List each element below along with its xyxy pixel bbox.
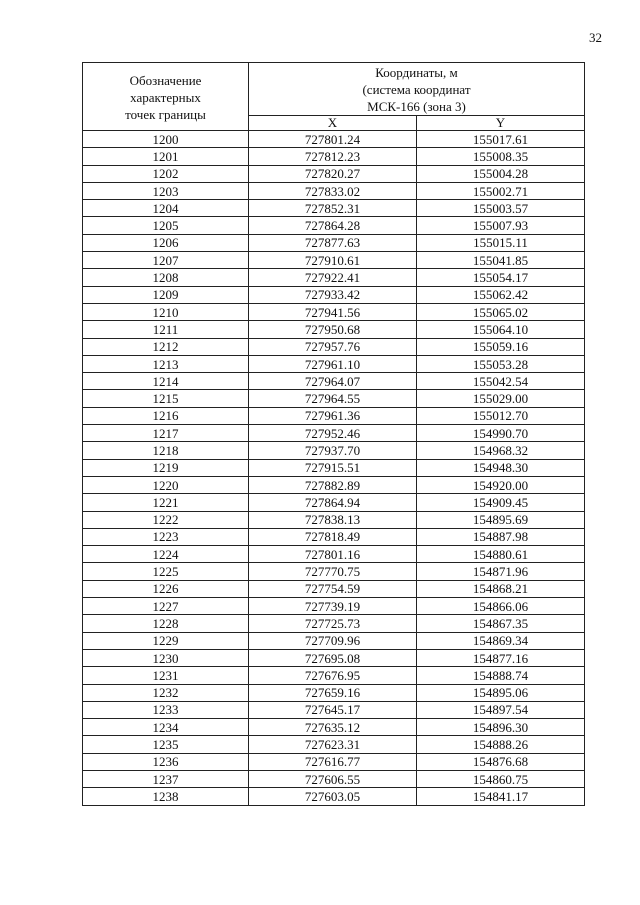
x-coordinate-cell: 727964.55 bbox=[249, 390, 417, 407]
point-id-cell: 1221 bbox=[83, 494, 249, 511]
table-row bbox=[83, 200, 585, 217]
table-row bbox=[83, 598, 585, 615]
table-row bbox=[83, 390, 585, 407]
y-coordinate-cell: 155002.71 bbox=[417, 182, 585, 199]
x-coordinate-cell: 727882.89 bbox=[249, 476, 417, 493]
table-row bbox=[83, 701, 585, 718]
table-row bbox=[83, 528, 585, 545]
point-designation-line-1: Обозначение bbox=[129, 73, 202, 88]
x-coordinate-cell: 727739.19 bbox=[249, 598, 417, 615]
x-coordinate-cell: 727957.76 bbox=[249, 338, 417, 355]
y-coordinate-cell: 155012.70 bbox=[417, 407, 585, 424]
point-id-cell: 1211 bbox=[83, 321, 249, 338]
point-id-cell: 1231 bbox=[83, 667, 249, 684]
y-coordinate-cell: 154887.98 bbox=[417, 528, 585, 545]
point-id-cell: 1200 bbox=[83, 131, 249, 148]
y-coordinate-cell: 155008.35 bbox=[417, 148, 585, 165]
table-row bbox=[83, 459, 585, 476]
x-coordinate-cell: 727941.56 bbox=[249, 303, 417, 320]
point-id-cell: 1228 bbox=[83, 615, 249, 632]
point-id-cell: 1235 bbox=[83, 736, 249, 753]
point-id-cell: 1232 bbox=[83, 684, 249, 701]
x-coordinate-cell: 727864.28 bbox=[249, 217, 417, 234]
y-coordinate-cell: 154920.00 bbox=[417, 476, 585, 493]
table-row bbox=[83, 649, 585, 666]
table-row bbox=[83, 580, 585, 597]
point-id-cell: 1219 bbox=[83, 459, 249, 476]
point-id-cell: 1227 bbox=[83, 598, 249, 615]
point-id-cell: 1205 bbox=[83, 217, 249, 234]
point-id-cell: 1206 bbox=[83, 234, 249, 251]
point-id-cell: 1210 bbox=[83, 303, 249, 320]
table-row bbox=[83, 338, 585, 355]
point-id-cell: 1225 bbox=[83, 563, 249, 580]
y-coordinate-cell: 154867.35 bbox=[417, 615, 585, 632]
y-coordinate-cell: 154869.34 bbox=[417, 632, 585, 649]
point-id-cell: 1224 bbox=[83, 546, 249, 563]
y-column-header: Y bbox=[417, 116, 585, 131]
x-coordinate-cell: 727852.31 bbox=[249, 200, 417, 217]
y-coordinate-cell: 155029.00 bbox=[417, 390, 585, 407]
y-coordinate-cell: 154888.26 bbox=[417, 736, 585, 753]
table-row bbox=[83, 442, 585, 459]
point-id-cell: 1226 bbox=[83, 580, 249, 597]
y-coordinate-cell: 155064.10 bbox=[417, 321, 585, 338]
y-coordinate-cell: 155017.61 bbox=[417, 131, 585, 148]
y-coordinate-cell: 154868.21 bbox=[417, 580, 585, 597]
coordinates-header-line-1: Координаты, м bbox=[375, 64, 458, 80]
table-row bbox=[83, 546, 585, 563]
table-row bbox=[83, 563, 585, 580]
table-row bbox=[83, 373, 585, 390]
x-coordinate-cell: 727603.05 bbox=[249, 788, 417, 805]
y-coordinate-cell: 154990.70 bbox=[417, 425, 585, 442]
y-coordinate-cell: 154909.45 bbox=[417, 494, 585, 511]
point-id-cell: 1214 bbox=[83, 373, 249, 390]
y-coordinate-cell: 154871.96 bbox=[417, 563, 585, 580]
point-id-cell: 1237 bbox=[83, 770, 249, 787]
table-row bbox=[83, 131, 585, 148]
table-row bbox=[83, 494, 585, 511]
point-id-cell: 1234 bbox=[83, 719, 249, 736]
x-coordinate-cell: 727877.63 bbox=[249, 234, 417, 251]
x-coordinate-cell: 727812.23 bbox=[249, 148, 417, 165]
x-coordinate-cell: 727695.08 bbox=[249, 649, 417, 666]
table-row bbox=[83, 286, 585, 303]
x-coordinate-cell: 727801.24 bbox=[249, 131, 417, 148]
coordinates-table bbox=[82, 62, 585, 806]
point-id-cell: 1223 bbox=[83, 528, 249, 545]
point-id-cell: 1213 bbox=[83, 355, 249, 372]
point-id-cell: 1238 bbox=[83, 788, 249, 805]
x-coordinate-cell: 727864.94 bbox=[249, 494, 417, 511]
x-coordinate-cell: 727770.75 bbox=[249, 563, 417, 580]
x-coordinate-cell: 727623.31 bbox=[249, 736, 417, 753]
point-id-cell: 1215 bbox=[83, 390, 249, 407]
y-coordinate-cell: 154896.30 bbox=[417, 719, 585, 736]
y-coordinate-cell: 155004.28 bbox=[417, 165, 585, 182]
table-row bbox=[83, 269, 585, 286]
y-coordinate-cell: 155065.02 bbox=[417, 303, 585, 320]
y-coordinate-cell: 154877.16 bbox=[417, 649, 585, 666]
coordinates-header bbox=[249, 63, 585, 116]
table-header bbox=[83, 63, 585, 131]
y-coordinate-cell: 155054.17 bbox=[417, 269, 585, 286]
x-coordinate-cell: 727833.02 bbox=[249, 182, 417, 199]
y-coordinate-cell: 155015.11 bbox=[417, 234, 585, 251]
x-coordinate-cell: 727937.70 bbox=[249, 442, 417, 459]
x-coordinate-cell: 727676.95 bbox=[249, 667, 417, 684]
y-coordinate-cell: 155007.93 bbox=[417, 217, 585, 234]
table-row bbox=[83, 234, 585, 251]
x-coordinate-cell: 727910.61 bbox=[249, 252, 417, 269]
header-row bbox=[83, 63, 585, 116]
point-id-cell: 1212 bbox=[83, 338, 249, 355]
x-coordinate-cell: 727606.55 bbox=[249, 770, 417, 787]
point-designation-line-2: характерных bbox=[130, 90, 201, 105]
table-row bbox=[83, 736, 585, 753]
table-row bbox=[83, 303, 585, 320]
table-row bbox=[83, 217, 585, 234]
point-id-cell: 1202 bbox=[83, 165, 249, 182]
table-row bbox=[83, 476, 585, 493]
y-coordinate-cell: 155003.57 bbox=[417, 200, 585, 217]
table-row bbox=[83, 425, 585, 442]
point-id-cell: 1204 bbox=[83, 200, 249, 217]
table-row bbox=[83, 511, 585, 528]
x-coordinate-cell: 727952.46 bbox=[249, 425, 417, 442]
y-coordinate-cell: 154895.69 bbox=[417, 511, 585, 528]
table-row bbox=[83, 165, 585, 182]
x-coordinate-cell: 727635.12 bbox=[249, 719, 417, 736]
y-coordinate-cell: 154866.06 bbox=[417, 598, 585, 615]
coordinates-header-line-3: МСК-166 (зона 3) bbox=[367, 98, 466, 114]
point-id-cell: 1207 bbox=[83, 252, 249, 269]
x-coordinate-cell: 727616.77 bbox=[249, 753, 417, 770]
y-coordinate-cell: 154880.61 bbox=[417, 546, 585, 563]
x-coordinate-cell: 727961.36 bbox=[249, 407, 417, 424]
x-coordinate-cell: 727915.51 bbox=[249, 459, 417, 476]
y-coordinate-cell: 154897.54 bbox=[417, 701, 585, 718]
x-coordinate-cell: 727818.49 bbox=[249, 528, 417, 545]
table-row bbox=[83, 182, 585, 199]
y-coordinate-cell: 155062.42 bbox=[417, 286, 585, 303]
point-designation-header bbox=[83, 63, 249, 131]
x-coordinate-cell: 727645.17 bbox=[249, 701, 417, 718]
y-coordinate-cell: 154860.75 bbox=[417, 770, 585, 787]
table-row bbox=[83, 252, 585, 269]
point-id-cell: 1220 bbox=[83, 476, 249, 493]
x-coordinate-cell: 727933.42 bbox=[249, 286, 417, 303]
coordinates-header-line-2: (система координат bbox=[362, 81, 471, 97]
x-coordinate-cell: 727961.10 bbox=[249, 355, 417, 372]
point-id-cell: 1209 bbox=[83, 286, 249, 303]
x-coordinate-cell: 727725.73 bbox=[249, 615, 417, 632]
y-coordinate-cell: 154876.68 bbox=[417, 753, 585, 770]
x-coordinate-cell: 727922.41 bbox=[249, 269, 417, 286]
y-coordinate-cell: 155041.85 bbox=[417, 252, 585, 269]
y-coordinate-cell: 154888.74 bbox=[417, 667, 585, 684]
table-row bbox=[83, 615, 585, 632]
y-coordinate-cell: 154968.32 bbox=[417, 442, 585, 459]
x-coordinate-cell: 727838.13 bbox=[249, 511, 417, 528]
y-coordinate-cell: 155059.16 bbox=[417, 338, 585, 355]
point-id-cell: 1222 bbox=[83, 511, 249, 528]
point-id-cell: 1233 bbox=[83, 701, 249, 718]
point-id-cell: 1201 bbox=[83, 148, 249, 165]
table-row bbox=[83, 355, 585, 372]
table-row bbox=[83, 684, 585, 701]
x-coordinate-cell: 727659.16 bbox=[249, 684, 417, 701]
table-row bbox=[83, 719, 585, 736]
point-designation-line-3: точек границы bbox=[125, 107, 206, 122]
point-id-cell: 1230 bbox=[83, 649, 249, 666]
table-body bbox=[83, 131, 585, 806]
point-id-cell: 1216 bbox=[83, 407, 249, 424]
x-column-header: X bbox=[249, 116, 417, 131]
x-coordinate-cell: 727754.59 bbox=[249, 580, 417, 597]
y-coordinate-cell: 154895.06 bbox=[417, 684, 585, 701]
table-row bbox=[83, 770, 585, 787]
point-id-cell: 1208 bbox=[83, 269, 249, 286]
page-number: 32 bbox=[589, 30, 602, 45]
y-coordinate-cell: 154841.17 bbox=[417, 788, 585, 805]
y-coordinate-cell: 155042.54 bbox=[417, 373, 585, 390]
point-id-cell: 1218 bbox=[83, 442, 249, 459]
table-row bbox=[83, 788, 585, 805]
y-coordinate-cell: 154948.30 bbox=[417, 459, 585, 476]
point-id-cell: 1236 bbox=[83, 753, 249, 770]
x-coordinate-cell: 727801.16 bbox=[249, 546, 417, 563]
table-row bbox=[83, 667, 585, 684]
point-id-cell: 1203 bbox=[83, 182, 249, 199]
x-coordinate-cell: 727964.07 bbox=[249, 373, 417, 390]
table-row bbox=[83, 148, 585, 165]
point-id-cell: 1217 bbox=[83, 425, 249, 442]
point-id-cell: 1229 bbox=[83, 632, 249, 649]
x-coordinate-cell: 727709.96 bbox=[249, 632, 417, 649]
x-coordinate-cell: 727820.27 bbox=[249, 165, 417, 182]
table-row bbox=[83, 407, 585, 424]
table-row bbox=[83, 753, 585, 770]
y-coordinate-cell: 155053.28 bbox=[417, 355, 585, 372]
table-row bbox=[83, 632, 585, 649]
table-row bbox=[83, 321, 585, 338]
x-coordinate-cell: 727950.68 bbox=[249, 321, 417, 338]
